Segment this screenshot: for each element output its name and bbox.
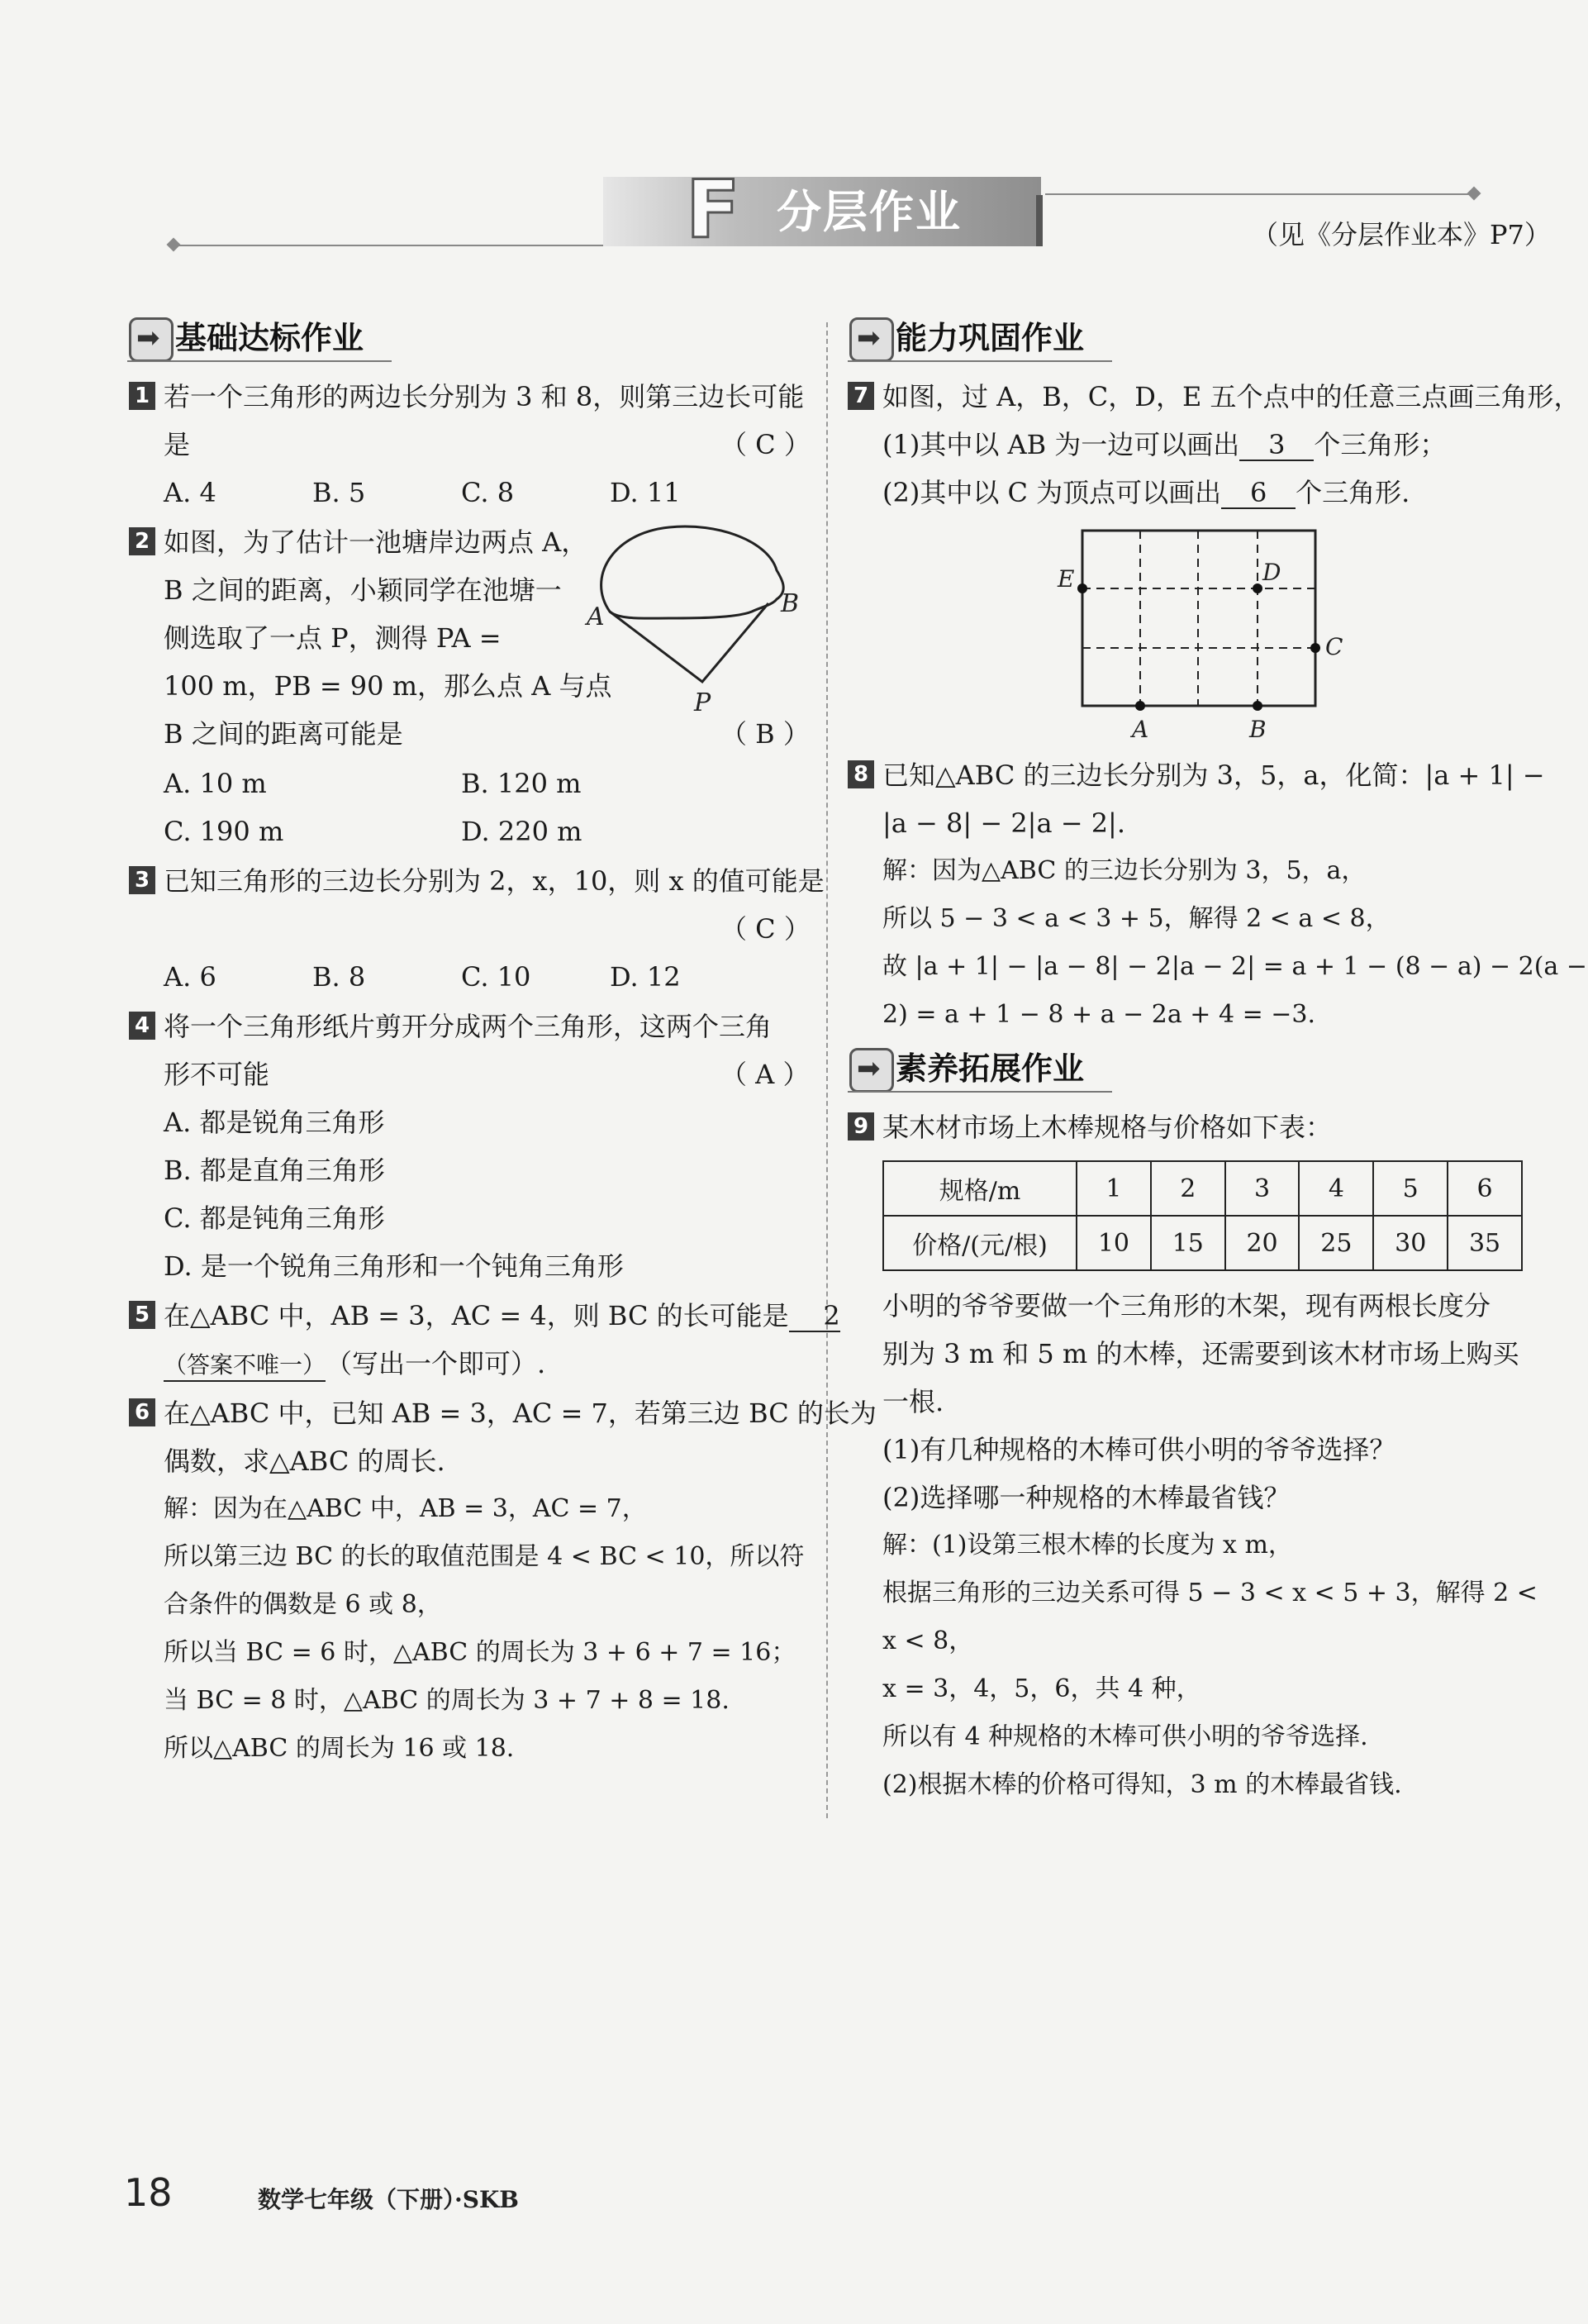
table-cell: 35 [1448,1216,1522,1270]
question-text: (2)选择哪一种规格的木棒最省钱？ [882,1482,1291,1513]
question-text: (1)有几种规格的木棒可供小明的爷爷选择？ [882,1434,1396,1465]
question-number: 5 [129,1301,155,1329]
solution-line: 所以 5 − 3 < a < 3 + 5，解得 2 < a < 8， [882,904,1391,933]
question-text-part: 个三角形； [1314,429,1447,460]
question-text [882,478,1410,509]
point-a [1135,701,1145,711]
question-number: 8 [848,760,874,788]
question-text: 一根. [882,1386,944,1417]
question-text: 100 m，PB = 90 m，那么点 A 与点 [164,670,612,702]
answer-blank: （答案不唯一） [164,1350,326,1382]
question-text-part: (2)其中以 C 为顶点可以画出 [882,477,1222,508]
answer-blank: 3 [1239,430,1314,461]
question-text: 某木材市场上木棒规格与价格如下表： [882,1112,1333,1143]
section-title-underline [127,360,392,362]
table-cell: 25 [1299,1216,1373,1270]
solution-line: 所以第三边 BC 的长的取值范围是 4 < BC < 10，所以符 [164,1542,805,1571]
solution-line: x = 3，4，5，6，共 4 种， [882,1674,1201,1703]
answer-blank: 2 [789,1301,840,1332]
table-header-cell: 规格/m [883,1161,1077,1216]
table-cell: 20 [1225,1216,1300,1270]
point-d [1253,583,1262,593]
option-a: A. 10 m [164,768,267,799]
question-text: 偶数，求△ABC 的周长. [164,1445,445,1477]
solution-line: 故 |a + 1| − |a − 8| − 2|a − 2| = a + 1 − (8 − a) − 2(a − [882,952,1587,981]
solution-line: 2) = a + 1 − 8 + a − 2a + 4 = −3. [882,1000,1316,1029]
pond-figure [578,521,801,719]
table-row [883,1216,1522,1270]
question-number: 3 [129,866,155,894]
question-text: B 之间的距离，小颖同学在池塘一 [164,574,562,606]
fig-label: P [694,688,711,717]
question-text [164,1301,840,1332]
option-c: C. 10 [461,961,531,993]
banner-f-logo-icon: F [686,164,740,256]
question-text [882,430,1446,461]
table-cell: 15 [1151,1216,1225,1270]
answer-choice: （ A ） [720,1059,810,1090]
arrow-icon: ➡ [857,1052,881,1085]
solution-line: x < 8， [882,1626,974,1655]
fig-label: C [1325,633,1343,660]
question-number: 9 [848,1112,874,1141]
fig-label: A [587,602,605,631]
question-text-part: 在△ABC 中，AB = 3，AC = 4，则 BC 的长可能是 [164,1300,789,1331]
header-rule-left [175,245,605,246]
banner-end-bar [1036,195,1043,246]
question-text: 在△ABC 中，已知 AB = 3，AC = 7，若第三边 BC 的长为 [164,1398,877,1429]
question-number: 6 [129,1398,155,1426]
option-b: B. 都是直角三角形 [164,1155,385,1186]
question-text: 已知三角形的三边长分别为 2，x，10，则 x 的值可能是 [164,865,825,897]
solution-line: 所以当 BC = 6 时，△ABC 的周长为 3 + 6 + 7 = 16； [164,1638,796,1667]
option-b: B. 120 m [461,768,582,799]
solution-line: 解：因为在△ABC 中，AB = 3，AC = 7， [164,1494,647,1523]
question-text: 别为 3 m 和 5 m 的木棒，还需要到该木材市场上购买 [882,1338,1519,1369]
fig-label: D [1262,559,1281,586]
page-number: 18 [124,2170,173,2215]
question-number: 7 [848,382,874,410]
table-cell: 4 [1299,1161,1373,1216]
solution-line: 合条件的偶数是 6 或 8， [164,1590,442,1619]
solution-line: (2)根据木棒的价格可得知，3 m 的木棒最省钱. [882,1770,1402,1799]
header-rule-right [1045,193,1475,195]
question-text [164,1349,545,1382]
solution-line: 所以△ABC 的周长为 16 或 18. [164,1734,515,1763]
option-c: C. 都是钝角三角形 [164,1202,385,1234]
question-number: 1 [129,382,155,410]
option-b: B. 5 [312,477,366,508]
answer-choice: （ C ） [720,913,811,945]
section-title-underline [848,360,1112,362]
section-title-extension: 素养拓展作业 [896,1050,1085,1087]
table-cell: 6 [1448,1161,1522,1216]
page-reference: （见《分层作业本》P7） [1252,219,1551,250]
question-text: 将一个三角形纸片剪开分成两个三角形，这两个三角 [164,1011,773,1042]
option-d: D. 12 [610,961,681,993]
header-diamond-left [167,238,181,252]
option-c: C. 190 m [164,816,284,847]
solution-line: 根据三角形的三边关系可得 5 − 3 < x < 5 + 3，解得 2 < [882,1579,1538,1607]
question-text-part: （写出一个即可）. [326,1348,546,1379]
option-a: A. 都是锐角三角形 [164,1107,385,1138]
option-d: D. 是一个锐角三角形和一个钝角三角形 [164,1250,624,1282]
point-c [1310,643,1320,653]
table-cell: 1 [1077,1161,1151,1216]
answer-choice: （ B ） [720,718,810,750]
fig-label: E [1058,565,1075,593]
fig-label: B [1249,716,1267,743]
table-cell: 5 [1373,1161,1448,1216]
answer-blank: 6 [1221,478,1296,509]
table-row [883,1161,1522,1216]
question-text: 形不可能 [164,1059,270,1090]
option-a: A. 6 [164,961,216,993]
question-text: |a − 8| − 2|a − 2|. [882,807,1125,839]
option-c: C. 8 [461,477,515,508]
question-number: 2 [129,527,155,555]
question-text-part: (1)其中以 AB 为一边可以画出 [882,429,1240,460]
question-text-part: 个三角形. [1296,477,1410,508]
fig-label: B [781,589,800,618]
answer-choice: （ C ） [720,429,811,460]
fig-label: A [1132,716,1149,743]
question-text: 小明的爷爷要做一个三角形的木架，现有两根长度分 [882,1290,1491,1322]
table-cell: 30 [1373,1216,1448,1270]
table-cell: 2 [1151,1161,1225,1216]
question-text: 如图，过 A，B，C，D，E 五个点中的任意三点画三角形， [882,381,1581,412]
arrow-icon: ➡ [136,321,160,355]
question-text: 已知△ABC 的三边长分别为 3，5，a，化简：|a + 1| − [882,760,1545,791]
question-text: 是 [164,429,191,460]
question-text: 若一个三角形的两边长分别为 3 和 8，则第三边长可能 [164,381,805,412]
arrow-icon: ➡ [857,321,881,355]
point-b [1253,701,1262,711]
point-e [1077,583,1087,593]
question-text: 侧选取了一点 P，测得 PA = [164,622,502,654]
option-d: D. 11 [610,477,681,508]
solution-line: 所以有 4 种规格的木棒可供小明的爷爷选择. [882,1722,1368,1751]
option-b: B. 8 [312,961,366,993]
header-diamond-right [1467,187,1481,201]
solution-line: 解：(1)设第三根木棒的长度为 x m， [882,1531,1293,1560]
column-divider [826,322,828,1818]
book-title: 数学七年级（下册）·SKB [258,2186,519,2213]
option-d: D. 220 m [461,816,582,847]
section-title-underline [848,1091,1112,1093]
price-table [882,1160,1523,1271]
solution-line: 当 BC = 8 时，△ABC 的周长为 3 + 7 + 8 = 18. [164,1686,730,1715]
banner-title: 分层作业 [777,186,962,238]
table-cell: 3 [1225,1161,1300,1216]
question-number: 4 [129,1012,155,1040]
solution-line: 解：因为△ABC 的三边长分别为 3，5，a， [882,856,1367,885]
table-cell: 10 [1077,1216,1151,1270]
option-a: A. 4 [164,477,216,508]
section-title-basic: 基础达标作业 [175,320,364,356]
grid-figure [1049,521,1355,744]
table-header-cell: 价格/(元/根) [883,1216,1077,1270]
question-text: 如图，为了估计一池塘岸边两点 A， [164,526,588,558]
question-text: B 之间的距离可能是 [164,718,403,750]
section-title-ability: 能力巩固作业 [896,320,1085,356]
